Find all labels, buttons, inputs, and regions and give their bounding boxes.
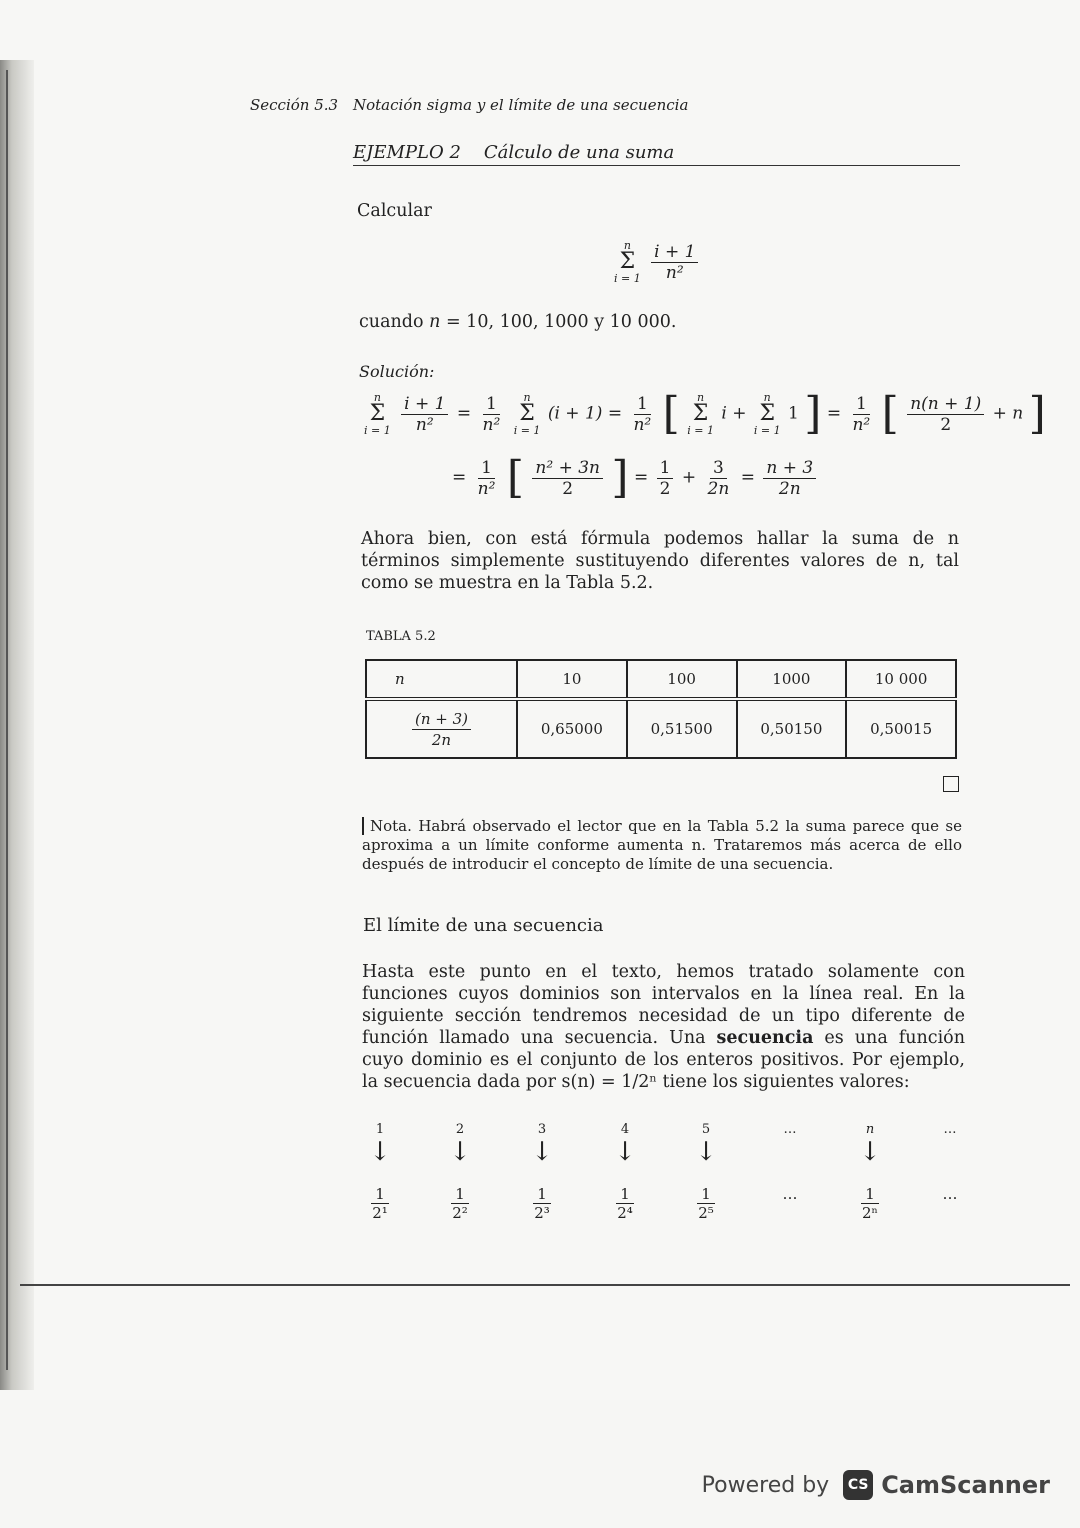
sequence-index: …	[943, 1122, 957, 1137]
sequence-numerator: 1	[451, 1185, 469, 1204]
table-cell: 1000	[737, 660, 847, 699]
plus-sign: +	[681, 467, 697, 488]
fraction: $\frac{1}{2}$	[657, 458, 674, 499]
equals-sign: =	[633, 467, 649, 488]
sigma-symbol: n Σ i = 1	[687, 391, 714, 437]
down-arrow-icon	[930, 1137, 970, 1167]
term: 1	[788, 403, 799, 424]
term: (i + 1)	[547, 403, 603, 424]
fraction: $\frac{i + 1}{\text{n²}}$	[401, 394, 448, 435]
end-of-proof-square-icon	[943, 776, 959, 792]
note-label: Nota.	[362, 817, 412, 835]
sequence-index: 4	[620, 1122, 630, 1137]
sequence-value	[533, 1185, 551, 1222]
sequence-column	[522, 1122, 562, 1222]
scanner-watermark	[702, 1470, 1050, 1500]
table-row	[366, 660, 956, 699]
table-cell: 100	[627, 660, 737, 699]
note-block	[362, 817, 962, 874]
fraction: $\frac{1}{\text{n²}}$	[477, 457, 496, 499]
down-arrow-icon: ↓	[531, 1137, 553, 1167]
sequence-value: …	[942, 1185, 958, 1203]
when-variable: n	[429, 312, 441, 332]
table-cell: 0,50150	[737, 699, 847, 758]
sequence-denominator: 2ⁿ	[861, 1204, 879, 1222]
example-heading	[353, 142, 960, 166]
fraction: $\frac{1}{\text{n²}}$	[633, 393, 652, 435]
table-row	[366, 699, 956, 758]
sequence-index: 1	[375, 1122, 385, 1137]
table-cell: 0,51500	[627, 699, 737, 758]
powered-by-text: Powered by	[701, 1472, 830, 1498]
table-cell: 10 000	[846, 660, 956, 699]
sequence-column	[605, 1122, 645, 1222]
sequence-index: …	[783, 1122, 797, 1137]
fraction: $\frac{\text{n² + 3n}}{2}$	[532, 458, 603, 499]
sequence-denominator: 2²	[452, 1204, 468, 1222]
sequence-value: …	[782, 1185, 798, 1203]
problem-denominator: n²	[665, 262, 684, 283]
sigma-symbol: n Σ i = 1	[364, 391, 391, 437]
term: i	[721, 403, 727, 424]
camscanner-logo-icon: CS	[843, 1470, 873, 1500]
table-cell: 0,65000	[517, 699, 627, 758]
note-text: Habrá observado el lector que en la Tabla 5.2 la suma parece que se aproxima a un límite conforme aumenta n. Trataremos más acerca de ello después de introducir el concepto de límite de una secuencia.	[362, 817, 962, 873]
camscanner-brand: CamScanner	[881, 1471, 1050, 1499]
paragraph-text: Hasta este punto en el texto, hemos tratado solamente con funciones cuyos dominios son intervalos en la línea real. En la siguiente sección tendremos necesidad de un tipo diferente de función llamado una secuencia. Una	[362, 962, 965, 1048]
sequence-value	[697, 1185, 715, 1222]
sequence-numerator: 1	[697, 1185, 715, 1204]
fraction: $\frac{n(n + 1)}{2}$	[907, 394, 984, 435]
sequence-value	[451, 1185, 469, 1222]
problem-condition	[359, 311, 676, 333]
when-word: cuando	[359, 312, 424, 332]
sequence-index: 3	[537, 1122, 547, 1137]
table-cell: 10	[517, 660, 627, 699]
sequence-column	[440, 1122, 480, 1222]
down-arrow-icon: ↓	[695, 1137, 717, 1167]
derivation-line-1: n Σ i = 1 $\frac{i + 1}{\text{n²}}$ = $\frac{1}{\text{n²}}$ n Σ i = 1 (i + 1) = $\frac{1}{\text{n²}}$ [ n Σ i = 1 i + n Σ i = 1 1 ] = $\frac{1}{\text{n²}}$ [ $\frac{n(n + 1)}{2}$ + n ]	[364, 388, 1046, 439]
problem-fraction	[651, 242, 698, 283]
page-bottom-rule	[20, 1284, 1070, 1286]
equals-sign: =	[826, 403, 842, 424]
sequence-column	[930, 1122, 970, 1203]
paragraph-formula: Ahora bien, con está fórmula podemos hallar la suma de n términos simplemente sustituyendo diferentes valores de n, tal como se muestra en la Tabla 5.2.	[361, 529, 959, 593]
sigma-upper: n	[623, 239, 631, 252]
sequence-denominator: 2³	[534, 1204, 550, 1222]
when-values: = 10, 100, 1000 y 10 000.	[445, 312, 677, 332]
sigma-symbol: n Σ i = 1	[753, 391, 781, 437]
fraction: $\frac{3}{2n}$	[707, 457, 730, 499]
sequence-column	[360, 1122, 400, 1222]
sigma-symbol: n Σ i = 1	[513, 391, 541, 437]
example-label: EJEMPLO 2	[353, 142, 461, 163]
sequence-value	[861, 1185, 879, 1222]
down-arrow-icon: ↓	[369, 1137, 391, 1167]
table-5-2	[365, 659, 957, 759]
problem-numerator: i + 1	[651, 242, 698, 263]
sequence-numerator: 1	[861, 1185, 879, 1204]
problem-sum	[612, 240, 701, 284]
sequence-column	[850, 1122, 890, 1222]
sequence-column	[770, 1122, 810, 1203]
sequence-numerator: 1	[616, 1185, 634, 1204]
table-row-label: $\frac{(n + 3)}{2n}$	[366, 699, 517, 758]
sequence-column	[686, 1122, 726, 1222]
calc-label: Calcular	[357, 201, 432, 221]
sequence-index: n	[865, 1122, 875, 1137]
section-number: Sección 5.3	[250, 96, 339, 114]
sequence-index: 5	[701, 1122, 711, 1137]
paragraph-sequence	[362, 961, 965, 1093]
table-cell: 0,50015	[846, 699, 956, 758]
fraction: $\frac{1}{\text{n²}}$	[482, 393, 501, 435]
equals-sign: =	[452, 467, 467, 488]
fraction: $\frac{1}{\text{n²}}$	[852, 393, 871, 435]
table-row-label: n	[366, 660, 517, 699]
plus-sign: +	[732, 403, 747, 424]
table-caption: TABLA 5.2	[366, 629, 436, 644]
sigma-lower: i = 1	[614, 272, 641, 285]
sequence-denominator: 2¹	[372, 1204, 388, 1222]
solution-label: Solución:	[359, 362, 435, 381]
down-arrow-icon	[770, 1137, 810, 1167]
derivation-line-2: = $\frac{1}{\text{n²}}$ [ $\frac{\text{n² + 3n}}{2}$ ] = $\frac{1}{2}$ + $\frac{3}{2n}$ = $\frac{n + 3}{2n}$	[452, 456, 819, 500]
subheading: El límite de una secuencia	[363, 915, 604, 936]
down-arrow-icon: ↓	[449, 1137, 471, 1167]
sequence-index: 2	[455, 1122, 465, 1137]
bold-term: secuencia	[716, 1028, 814, 1048]
sequence-denominator: 2⁴	[617, 1204, 633, 1222]
equals-sign: =	[607, 403, 623, 424]
equals-sign: =	[740, 467, 755, 488]
down-arrow-icon: ↓	[859, 1137, 881, 1167]
sequence-value	[371, 1185, 389, 1222]
sequence-value	[616, 1185, 634, 1222]
binding-edge	[6, 70, 8, 1370]
example-title: Cálculo de una suma	[483, 142, 675, 163]
sequence-numerator: 1	[533, 1185, 551, 1204]
sequence-denominator: 2⁵	[698, 1204, 714, 1222]
sequence-numerator: 1	[371, 1185, 389, 1204]
sigma-symbol: n Σ i = 1	[614, 239, 641, 285]
equals-sign: =	[456, 403, 472, 424]
section-title: Notación sigma y el límite de una secuencia	[353, 96, 689, 114]
down-arrow-icon: ↓	[614, 1137, 636, 1167]
term: + n	[992, 403, 1024, 424]
paragraph-text: es una función cuyo dominio es el conjunto de los enteros positivos. Por ejemplo, la secuencia dada por s(n) = 1/2ⁿ tiene los siguientes valores:	[362, 1028, 965, 1092]
fraction: $\frac{n + 3}{2n}$	[763, 458, 816, 499]
